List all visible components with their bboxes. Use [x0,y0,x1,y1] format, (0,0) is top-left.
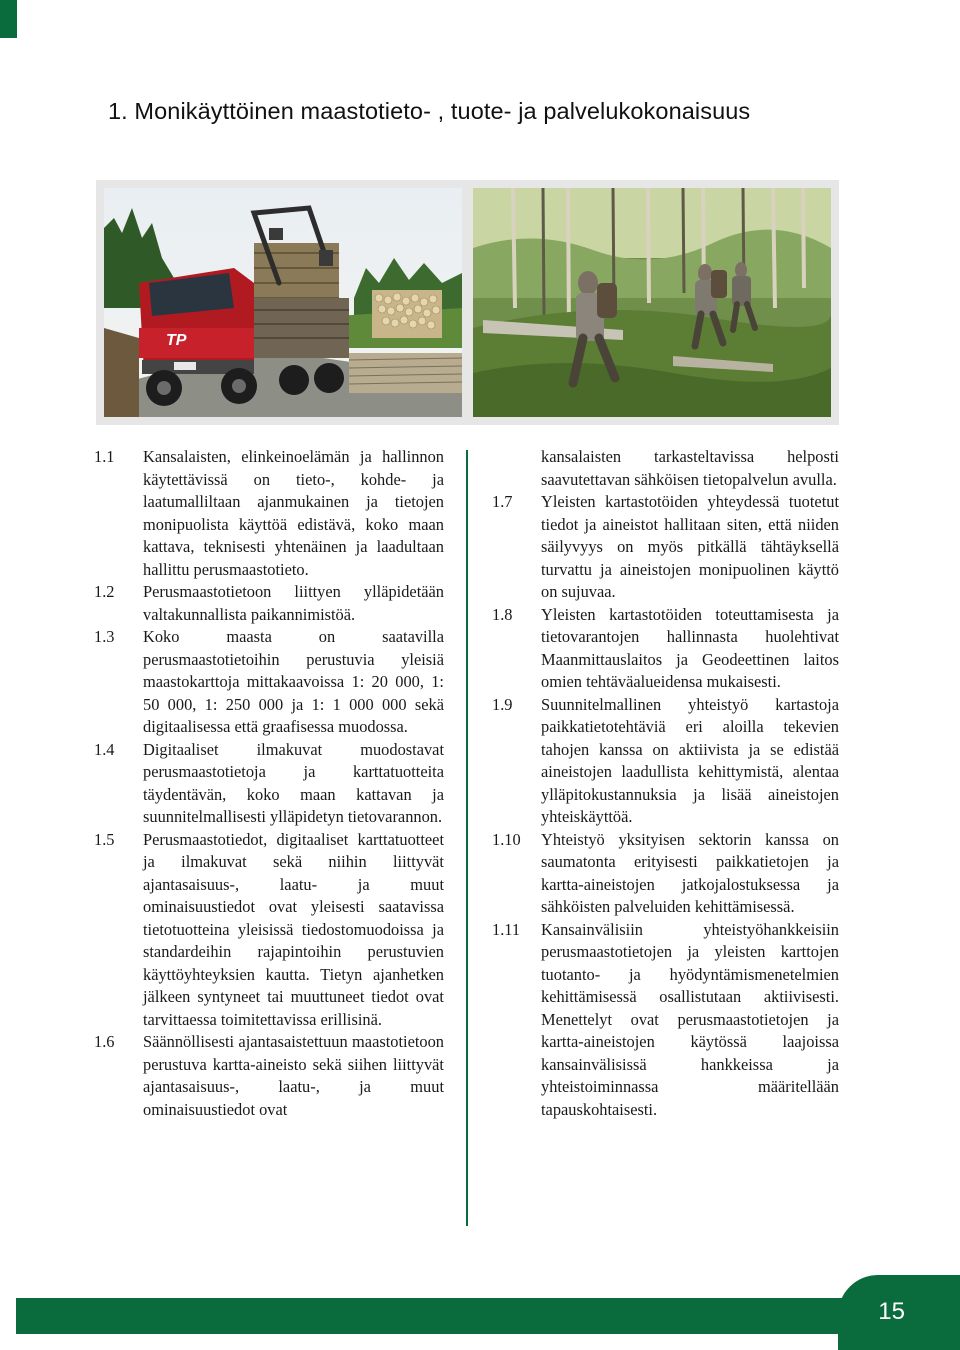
list-item [94,446,444,581]
item-number: 1.2 [94,582,115,601]
item-text: Perusmaastotiedot, digitaaliset karttatuotteet ja ilmakuvat sekä niihin liittyvät ajantasaisuus-, laatu- ja muut ominaisuustiedot ovat yleisesti saatavissa tietotuotteina yleisissä tiedostomuodoissa ja standardeihin rajapintoihin perustuvien käyttöyhteyksien kautta. Tietyn ajanhetken jälkeen syntyneet tai muuttuneet tiedot ovat tarvittaessa toimitettavissa erillisinä. [143,829,444,1029]
list-item [94,626,444,739]
item-number: 1.8 [492,604,513,624]
item-number: 1.5 [94,829,115,849]
right-column [492,446,839,1121]
item-number: 1.1 [94,447,115,466]
item-number: 1.3 [94,627,115,646]
timber-truck-photo [104,188,462,417]
item-continuation [492,446,839,491]
item-text: Kansainvälisiin yhteistyöhankkeisiin perusmaastotietojen ja yleisten karttojen tuotanto- ja hyödyntämismenetelmien kehittämisessä osallistutaan aktiivisesti. Menettelyt ovat perusmaastotietojen ja kartta-aineistojen käytössä laajoissa kansainvälisissä hankkeissa ja yhteistoiminnassa määritellään tapauskohtaisesti. [541,919,839,1119]
item-text: Yleisten kartastotöiden toteuttamisesta ja tietovarantojen hallinnasta huolehtivat Maanmittauslaitos ja Geodeettinen laitos omien tehtäväalueidensa mukaisesti. [541,604,839,691]
item-number: 1.6 [94,1032,115,1051]
item-text: Suunnitelmallinen yhteistyö kartastoja paikkatietotehtäviä eri aloilla tekevien tahojen kanssa on aktiivista ja se edistää aineistojen laadullista kehittymistä, alentaa ylläpitokustannuksia ja lisää aineistojen yhteiskäyttöä. [541,694,839,826]
item-text: kansalaisten tarkasteltavissa helposti saavutettavan sähköisen tietopalvelun avulla. [541,447,839,489]
list-item [492,604,839,694]
list-item [94,1031,444,1121]
item-text: Perusmaastotietoon liittyen ylläpidetään valtakunnallista paikannimistöä. [143,582,444,624]
list-item [94,829,444,1032]
item-text: Säännöllisesti ajantasaistettuun maastotietoon perustuva kartta-aineisto sekä siihen liittyvät ajantasaisuus-, laatu-, ja muut ominaisuustiedot ovat [143,1032,444,1119]
list-item [94,581,444,626]
item-text: Kansalaisten, elinkeinoelämän ja hallinnon käytettävissä on tieto-, kohde- ja laatumalliltaan ajanmukainen ja tietojen monipuolista käyttöä edistävä, koko maan kattava, teknisesti yhtenäinen ja laadultaan hallittu perusmaastotieto. [143,447,444,579]
item-number: 1.9 [492,694,513,714]
photo-strip [96,180,839,425]
list-item [492,491,839,604]
item-number: 1.11 [492,919,521,939]
column-divider [466,450,468,1226]
list-item [492,694,839,829]
footer-bar [16,1298,960,1334]
item-text: Digitaaliset ilmakuvat muodostavat perusmaastotietoja ja karttatuotteita täydentävän, koko maan kattavan ja suunnitelmallisesti ylläpidetyn tietovarannon. [143,739,444,826]
item-number: 1.10 [492,829,521,849]
list-item [492,829,839,919]
page-title: 1. Monikäyttöinen maastotieto- , tuote- ja palvelukokonaisuus [108,98,751,124]
item-text: Yleisten kartastotöiden yhteydessä tuotetut tiedot ja aineistot hallitaan siten, että niiden säilyvyys on myös pitkällä tähtäyksellä turvattu ja aineistojen monipuolinen käyttö on sujuvaa. [541,492,839,601]
corner-mark [0,0,17,38]
truck-badge-text: TP [166,332,187,349]
left-column [94,446,444,1121]
item-text: Yhteistyö yksityisen sektorin kanssa on saumatonta erityisesti paikkatietojen ja kartta-aineistojen jatkojalostuksessa ja sähköisten palveluiden kehittämisessä. [541,829,839,916]
item-number: 1.4 [94,739,115,759]
list-item [492,919,839,1122]
item-text: Koko maasta on saatavilla perusmaastotietoihin perustuvia yleisiä maastokarttoja mittakaavoissa 1: 20 000, 1: 50 000, 1: 250 000 ja 1: 1 000 000 sekä digitaalisessa että graafisessa muodossa. [143,627,444,736]
item-number: 1.7 [492,492,513,511]
list-item [94,739,444,829]
page-number: 15 [878,1298,905,1325]
forest-hikers-photo [473,188,831,417]
